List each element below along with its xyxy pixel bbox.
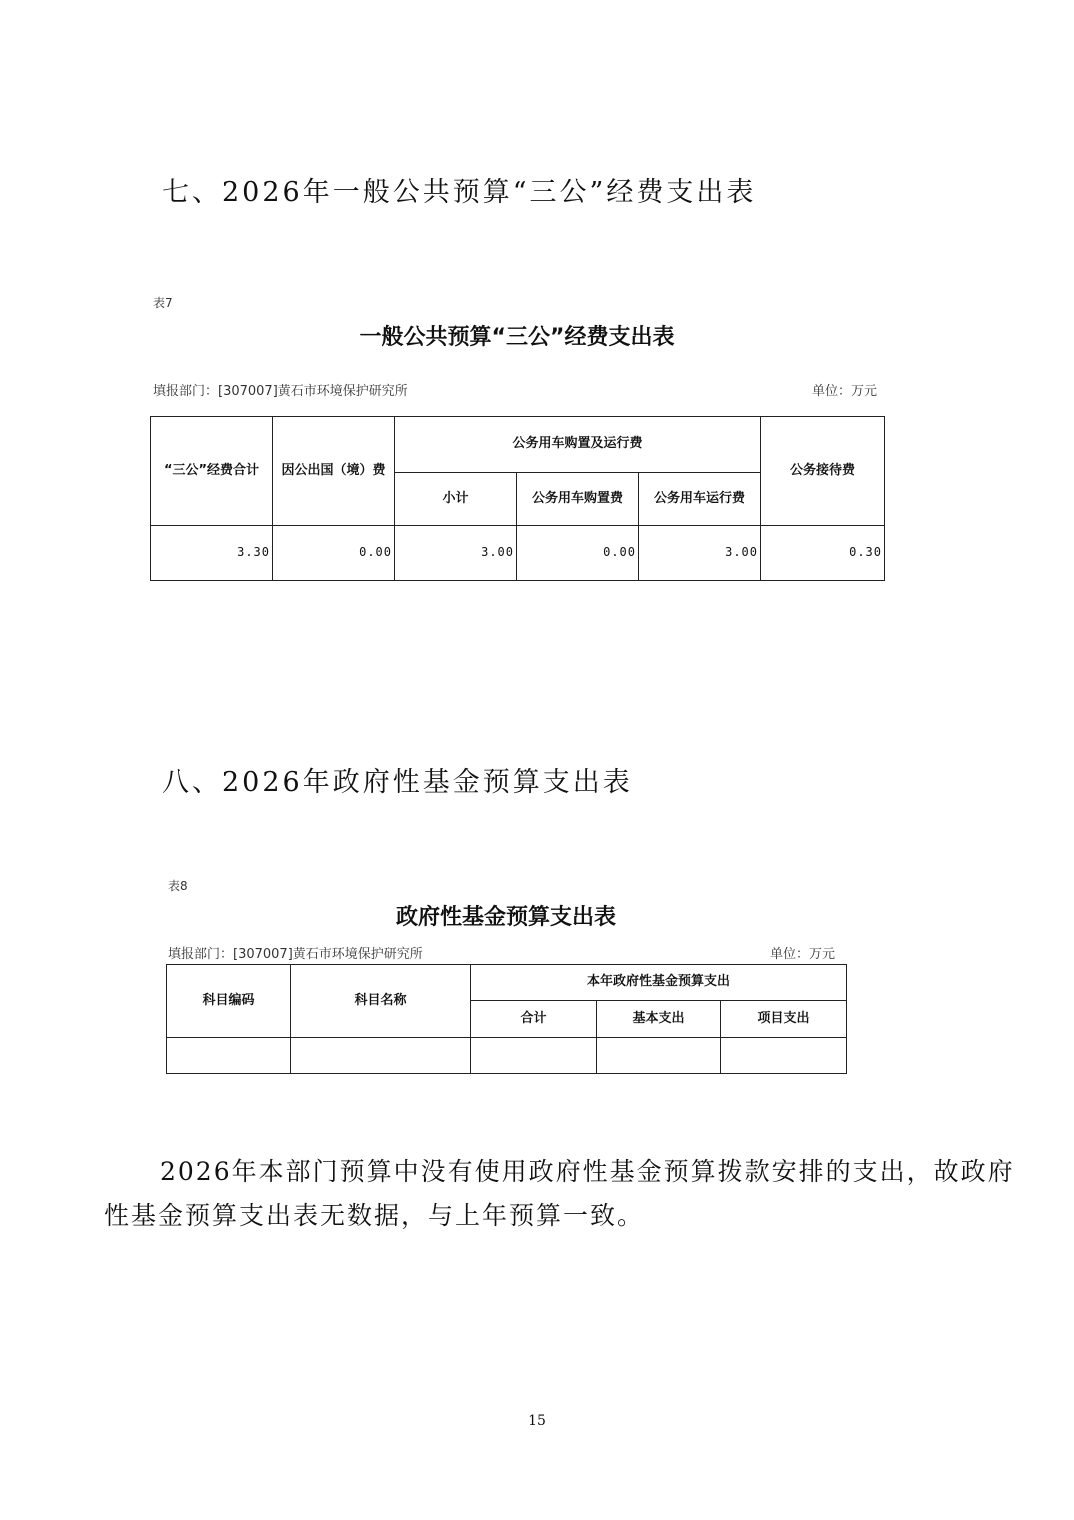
header-abroad: 因公出国（境）费 bbox=[273, 417, 395, 526]
page-number: 15 bbox=[528, 1413, 546, 1429]
table-row bbox=[151, 526, 885, 581]
table8-dept: 填报部门：[307007]黄石市环境保护研究所 bbox=[168, 947, 423, 962]
cell-reception: 0.30 bbox=[761, 526, 885, 581]
cell-vehicle-operation: 3.00 bbox=[639, 526, 761, 581]
header-name: 科目名称 bbox=[291, 965, 471, 1038]
empty-cell bbox=[167, 1038, 291, 1074]
header-basic: 基本支出 bbox=[597, 1001, 721, 1038]
table7-unit: 单位：万元 bbox=[812, 384, 878, 399]
section8-heading: 八、2026年政府性基金预算支出表 bbox=[162, 767, 633, 798]
header-vehicle-group: 公务用车购置及运行费 bbox=[395, 417, 761, 473]
table-row bbox=[167, 1038, 847, 1074]
header-fund-total: 合计 bbox=[471, 1001, 597, 1038]
note-paragraph: 2026年本部门预算中没有使用政府性基金预算拨款安排的支出，故政府性基金预算支出表无数据，与上年预算一致。 bbox=[104, 1157, 1015, 1230]
empty-cell bbox=[721, 1038, 847, 1074]
table8-title: 政府性基金预算支出表 bbox=[395, 905, 616, 930]
empty-cell bbox=[291, 1038, 471, 1074]
header-project: 项目支出 bbox=[721, 1001, 847, 1038]
header-vehicle-operation: 公务用车运行费 bbox=[639, 473, 761, 526]
cell-total: 3.30 bbox=[151, 526, 273, 581]
three-public-expense-table bbox=[150, 416, 885, 581]
table7-dept: 填报部门：[307007]黄石市环境保护研究所 bbox=[153, 384, 408, 399]
table7-number: 表7 bbox=[153, 296, 173, 310]
header-total: “三公”经费合计 bbox=[151, 417, 273, 526]
cell-subtotal: 3.00 bbox=[395, 526, 517, 581]
cell-vehicle-purchase: 0.00 bbox=[517, 526, 639, 581]
table8-unit: 单位：万元 bbox=[770, 947, 836, 962]
empty-cell bbox=[597, 1038, 721, 1074]
header-vehicle-purchase: 公务用车购置费 bbox=[517, 473, 639, 526]
empty-cell bbox=[471, 1038, 597, 1074]
header-subtotal: 小计 bbox=[395, 473, 517, 526]
header-reception: 公务接待费 bbox=[761, 417, 885, 526]
header-fund-group: 本年政府性基金预算支出 bbox=[471, 965, 847, 1001]
cell-abroad: 0.00 bbox=[273, 526, 395, 581]
government-fund-table bbox=[166, 964, 847, 1074]
table7-title: 一般公共预算“三公”经费支出表 bbox=[359, 325, 675, 350]
header-code: 科目编码 bbox=[167, 965, 291, 1038]
section7-heading: 七、2026年一般公共预算“三公”经费支出表 bbox=[162, 177, 757, 208]
table8-number: 表8 bbox=[168, 879, 188, 893]
